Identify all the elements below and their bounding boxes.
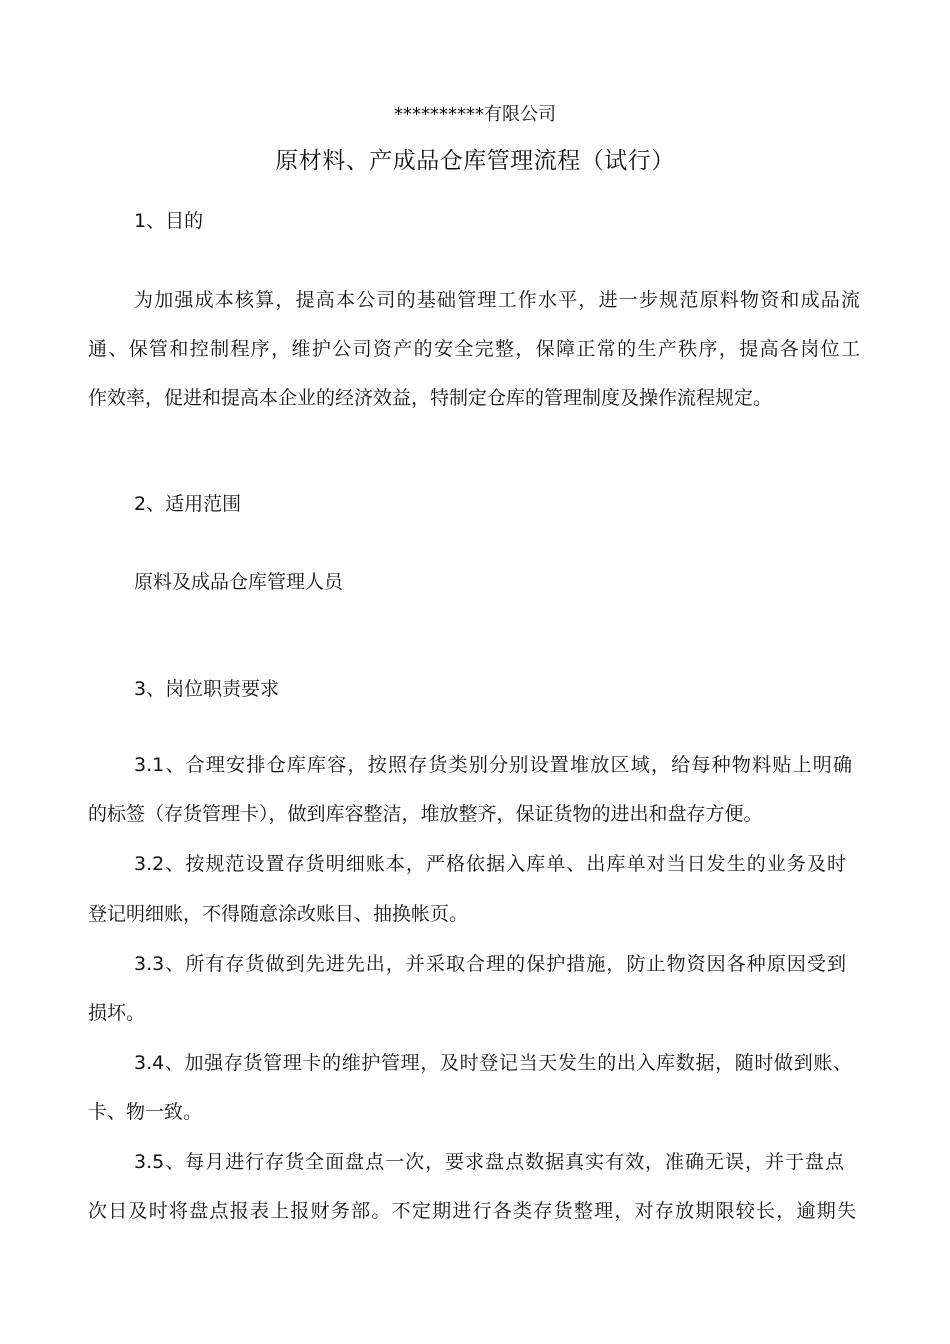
item-3-5-line-1: 3.5、每月进行存货全面盘点一次，要求盘点数据真实有效，准确无误，并于盘点: [134, 1151, 844, 1173]
section-1-paragraph-line: 通、保管和控制程序，维护公司资产的安全完整，保障正常的生产秩序，提高各岗位工: [88, 338, 860, 360]
section-1-paragraph-line: 为加强成本核算，提高本公司的基础管理工作水平，进一步规范原料物资和成品流: [134, 289, 860, 311]
item-3-1-line-1: 3.1、合理安排仓库库容，按照存货类别分别设置堆放区域，给每种物料贴上明确: [134, 754, 852, 776]
section-2-body: 原料及成品仓库管理人员: [134, 571, 344, 593]
item-3-4-line-2: 卡、物一致。: [88, 1101, 203, 1123]
item-3-3-line-1: 3.3、所有存货做到先进先出，并采取合理的保护措施，防止物资因各种原因受到: [134, 953, 846, 975]
item-3-1-line-2: 的标签（存货管理卡），做到库容整洁，堆放整齐，保证货物的进出和盘存方便。: [88, 803, 763, 825]
document-title: 原材料、产成品仓库管理流程（试行）: [275, 148, 675, 174]
section-1-heading: 1、目的: [134, 210, 204, 232]
section-1-paragraph-line: 作效率，促进和提高本企业的经济效益，特制定仓库的管理制度及操作流程规定。: [88, 387, 773, 409]
item-3-3-line-2: 损坏。: [88, 1002, 146, 1024]
item-3-4-line-1: 3.4、加强存货管理卡的维护管理，及时登记当天发生的出入库数据，随时做到账、: [134, 1052, 852, 1074]
section-3-heading: 3、岗位职责要求: [134, 678, 280, 700]
item-3-2-line-1: 3.2、按规范设置存货明细账本，严格依据入库单、出库单对当日发生的业务及时: [134, 853, 846, 875]
section-2-heading: 2、适用范围: [134, 493, 242, 515]
item-3-5-line-2: 次日及时将盘点报表上报财务部。不定期进行各类存货整理，对存放期限较长，逾期失: [88, 1200, 856, 1222]
company-name: **********有限公司: [394, 104, 556, 125]
item-3-2-line-2: 登记明细账，不得随意涂改账目、抽换帐页。: [88, 903, 469, 925]
